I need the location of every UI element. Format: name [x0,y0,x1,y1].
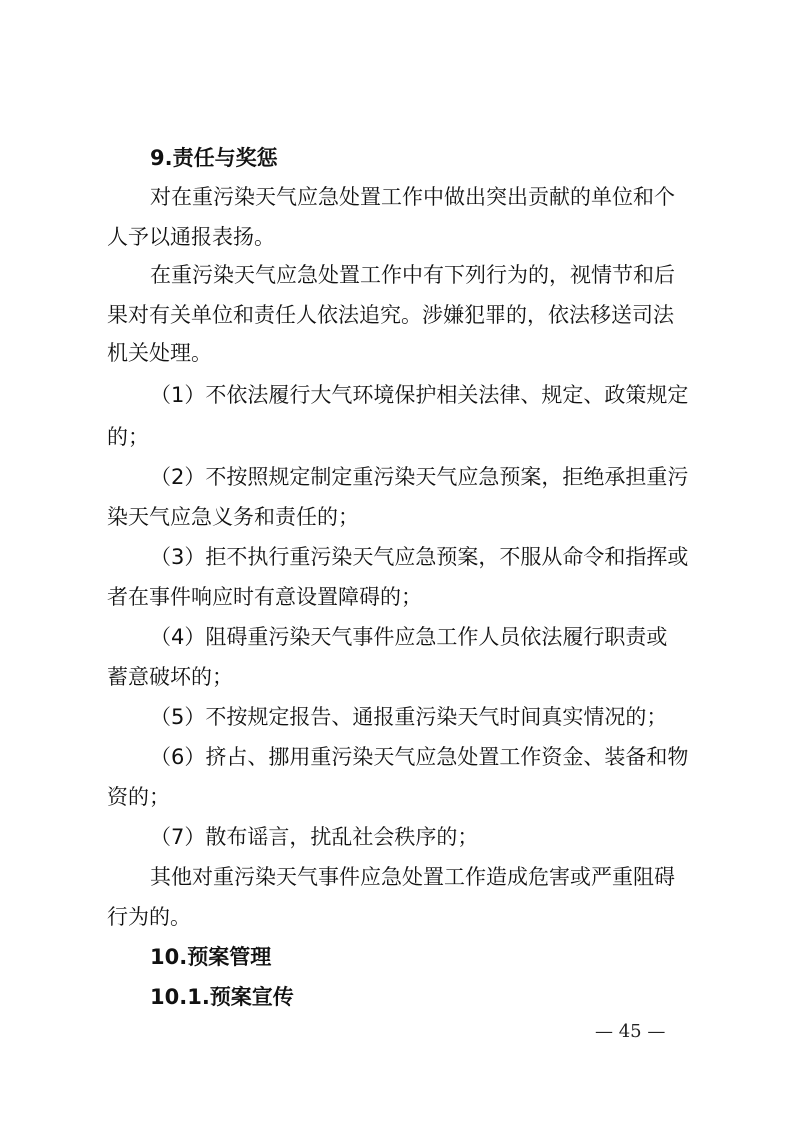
section-heading-10: 10.预案管理 [150,945,272,969]
list-item-line: 者在事件响应时有意设置障碍的； [107,585,422,609]
list-item-line: （3）拒不执行重污染天气应急预案，不服从命令和指挥或 [150,545,689,569]
list-item-line: 蓄意破坏的； [107,665,233,689]
list-item-line: （6）挤占、挪用重污染天气应急处置工作资金、装备和物 [150,745,689,769]
list-item-line: （1）不依法履行大气环境保护相关法律、规定、政策规定 [150,383,689,407]
list-item-line: （2）不按照规定制定重污染天气应急预案，拒绝承担重污 [150,465,689,489]
section-heading-9: 9.责任与奖惩 [150,146,278,170]
list-item-line: （7）散布谣言，扰乱社会秩序的； [150,825,479,849]
paragraph-line: 果对有关单位和责任人依法追究。涉嫌犯罪的，依法移送司法 [107,303,674,327]
page-number: — 45 — [595,1021,666,1042]
paragraph-line: 对在重污染天气应急处置工作中做出突出贡献的单位和个 [150,185,675,209]
paragraph-line: 机关处理。 [107,341,212,365]
paragraph-line: 在重污染天气应急处置工作中有下列行为的，视情节和后 [150,263,675,287]
section-heading-10-1: 10.1.预案宣传 [150,985,294,1009]
paragraph-line: 其他对重污染天气事件应急处置工作造成危害或严重阻碍 [150,865,675,889]
list-item-line: 资的； [107,785,170,809]
list-item-line: 的； [107,425,149,449]
list-item-line: （5）不按规定报告、通报重污染天气时间真实情况的； [150,705,668,729]
list-item-line: 染天气应急义务和责任的； [107,505,359,529]
paragraph-line: 行为的。 [107,905,191,929]
paragraph-line: 人予以通报表扬。 [107,225,275,249]
list-item-line: （4）阻碍重污染天气事件应急工作人员依法履行职责或 [150,625,668,649]
